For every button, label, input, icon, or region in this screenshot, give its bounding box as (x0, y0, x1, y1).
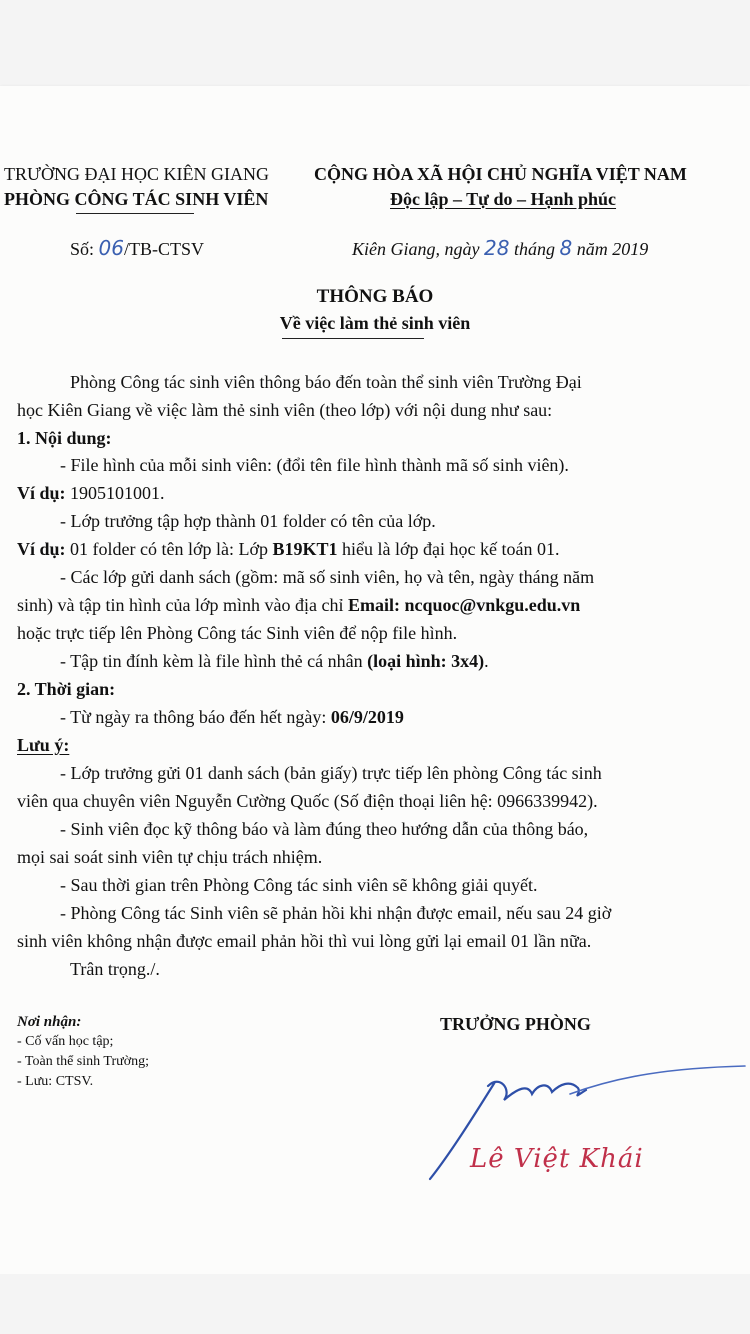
note-heading: Lưu ý: (17, 735, 70, 755)
school-name: TRƯỜNG ĐẠI HỌC KIÊN GIANG (4, 164, 269, 184)
department-name: PHÒNG CÔNG TÁC SINH VIÊN (4, 189, 269, 209)
photo-size: (loại hình: 3x4) (367, 651, 485, 671)
content-line-3c: hoặc trực tiếp lên Phòng Công tác Sinh viên để nộp file hình. (17, 623, 458, 643)
recipient-item: - Lưu: CTSV. (17, 1074, 94, 1089)
example-1 (17, 483, 165, 504)
note-line-4b: sinh viên không nhận được email phản hồi thì vui lòng gửi lại email 01 lần nữa. (17, 931, 592, 951)
document-date (352, 236, 648, 260)
example-2-text-c: hiểu là lớp đại học kế toán 01. (337, 539, 560, 559)
content-line-2: - Lớp trưởng tập hợp thành 01 folder có tên của lớp. (60, 511, 436, 531)
signer-name: Lê Việt Khái (470, 1144, 644, 1174)
example-2-text-a: 01 folder có tên lớp là: Lớp (65, 539, 273, 559)
recipient-item: - Cố vấn học tập; (17, 1034, 114, 1049)
example-2 (17, 539, 559, 560)
intro-line-2: học Kiên Giang về việc làm thẻ sinh viên (theo lớp) với nội dung như sau: (17, 400, 553, 420)
content-line-4-end: . (484, 651, 489, 671)
content-line-3a: - Các lớp gửi danh sách (gồm: mã số sinh viên, họ và tên, ngày tháng năm (60, 567, 595, 587)
number-handwritten: 06 (98, 236, 124, 260)
example-1-text: 1905101001. (65, 483, 165, 503)
department-underline (76, 213, 194, 214)
date-place: Kiên Giang, ngày (352, 239, 484, 259)
bottom-area (0, 1274, 750, 1334)
notice-title: THÔNG BÁO (316, 286, 434, 307)
signer-role: TRƯỞNG PHÒNG (440, 1014, 591, 1034)
content-line-3b-text: sinh) và tập tin hình của lớp mình vào địa chỉ (17, 595, 348, 615)
date-month-label: tháng (509, 239, 560, 259)
document-page (0, 86, 750, 1274)
time-line-text: - Từ ngày ra thông báo đến hết ngày: (60, 707, 331, 727)
date-year: năm 2019 (572, 239, 649, 259)
note-line-2a: - Sinh viên đọc kỹ thông báo và làm đúng theo hướng dẫn của thông báo, (60, 819, 589, 839)
note-line-1a: - Lớp trưởng gửi 01 danh sách (bản giấy) trực tiếp lên phòng Công tác sinh (60, 763, 602, 783)
document-number (70, 236, 204, 260)
content-line-1: - File hình của mỗi sinh viên: (đổi tên file hình thành mã số sinh viên). (60, 455, 569, 475)
date-month: 8 (559, 236, 573, 260)
section-1-heading: 1. Nội dung: (17, 428, 112, 448)
notice-subtitle: Về việc làm thẻ sinh viên (279, 313, 471, 333)
date-day: 28 (484, 236, 510, 260)
content-line-4-text: - Tập tin đính kèm là file hình thẻ cá nhân (60, 651, 368, 671)
intro-line-1: Phòng Công tác sinh viên thông báo đến toàn thể sinh viên Trường Đại (70, 372, 582, 392)
country-motto: Độc lập – Tự do – Hạnh phúc (390, 189, 617, 209)
content-line-4 (60, 651, 489, 672)
example-1-label: Ví dụ: (17, 483, 66, 503)
example-2-label: Ví dụ: (17, 539, 66, 559)
section-2-heading: 2. Thời gian: (17, 679, 116, 699)
contact-email: Email: ncquoc@vnkgu.edu.vn (347, 595, 581, 615)
note-line-2b: mọi sai soát sinh viên tự chịu trách nhiệm. (17, 847, 323, 867)
closing-line: Trân trọng./. (70, 959, 160, 979)
content-line-3b (17, 595, 580, 616)
number-suffix: /TB-CTSV (123, 239, 204, 259)
example-2-class: B19KT1 (272, 539, 338, 559)
country-title: CỘNG HÒA XÃ HỘI CHỦ NGHĨA VIỆT NAM (314, 164, 687, 184)
subtitle-underline (282, 338, 424, 339)
recipient-item: - Toàn thể sinh Trường; (17, 1054, 149, 1069)
recipients-label: Nơi nhận: (17, 1014, 82, 1030)
number-prefix: Số: (70, 239, 99, 259)
note-line-4a: - Phòng Công tác Sinh viên sẽ phản hồi khi nhận được email, nếu sau 24 giờ (60, 903, 612, 923)
deadline-date: 06/9/2019 (330, 707, 404, 727)
note-line-1b: viên qua chuyên viên Nguyễn Cường Quốc (Số điện thoại liên hệ: 0966339942). (17, 791, 598, 811)
note-line-3: - Sau thời gian trên Phòng Công tác sinh viên sẽ không giải quyết. (60, 875, 538, 895)
time-line (60, 707, 404, 728)
top-status-area (0, 0, 750, 86)
